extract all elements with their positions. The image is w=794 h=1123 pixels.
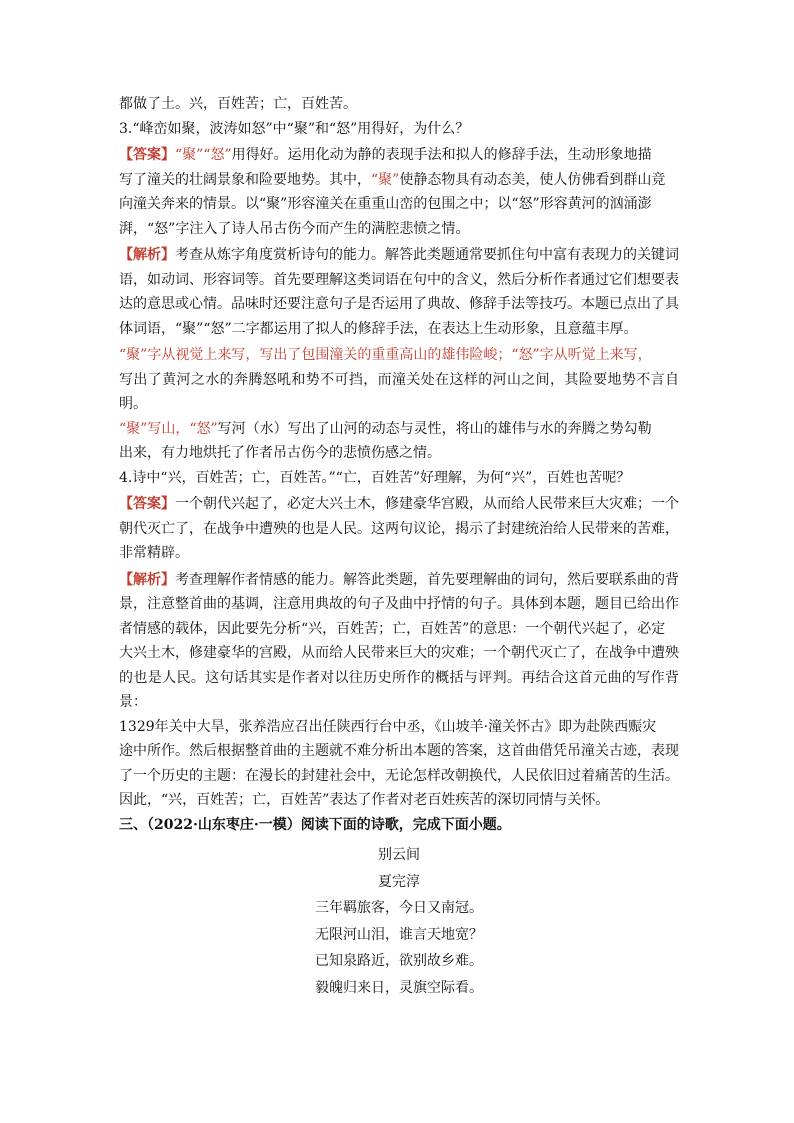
poem-line: 毅魄归来日，灵旗空际看。 bbox=[315, 979, 483, 996]
answer-text: 非常精辟。 bbox=[119, 545, 189, 561]
poem-author: 夏完淳 bbox=[378, 873, 420, 890]
document-body bbox=[119, 92, 679, 1001]
answer-text: 向潼关奔来的情景。以“聚”形容潼关在重重山峦的包围之中；以“怒”形容黄河的汹涌澎 bbox=[119, 196, 652, 212]
analysis-text: 写出了黄河之水的奔腾怒吼和势不可挡，而潼关处在这样的河山之间，其险要地势不言自明。 bbox=[119, 371, 679, 412]
analysis-text: 达的意思或心情。品味时还要注意句子是否运用了典故、修辞手法等技巧。本题已点出了具 bbox=[119, 296, 679, 312]
analysis-text: 大兴土木，修建豪华的宫殿，从而给人民带来巨大的灾难；一个朝代灭亡了，在战争中遭殃 bbox=[119, 645, 679, 661]
answer-text: 写了潼关的壮阔景象和险要地势。其中， bbox=[119, 171, 371, 188]
poem-line: 已知泉路近，欲别故乡难。 bbox=[315, 953, 483, 969]
poem-title: 别云间 bbox=[378, 847, 420, 863]
answer-highlight: “聚”“怒” bbox=[175, 147, 232, 163]
analysis-text: 因此，“兴，百姓苦；亡，百姓苦”表达了作者对老百姓疾苦的深切同情与关怀。 bbox=[119, 792, 610, 808]
q4-question: 4.诗中“兴，百姓苦；亡，百姓苦。”“亡，百姓苦”好理解，为何“兴”，百姓也苦呢？ bbox=[119, 469, 631, 486]
poem-line: 三年羁旅客，今日又南冠。 bbox=[315, 900, 483, 916]
analysis-text: 途中所作。然后根据整首曲的主题就不难分析出本题的答案，这首曲借凭吊潼关古迹，表现 bbox=[119, 743, 679, 759]
q4-analysis bbox=[119, 568, 679, 813]
analysis-tag: 【解析】 bbox=[119, 571, 175, 588]
analysis-text: 了一个历史的主题：在漫长的封建社会中，无论怎样改朝换代，人民依旧过着痛苦的生活。 bbox=[119, 767, 679, 784]
analysis-text: 的也是人民。这句话其实是作者对以往历史所作的概括与评判。再结合这首元曲的写作背景： bbox=[119, 669, 679, 710]
answer-tag: 【答案】 bbox=[119, 496, 175, 512]
analysis-highlight: “聚”写山，“怒” bbox=[119, 420, 218, 437]
q3-question: 3.“峰峦如聚，波涛如怒”中“聚”和“怒”用得好，为什么？ bbox=[119, 120, 470, 137]
analysis-text: 景，注意整首曲的基调，注意用典故的句子及曲中抒情的句子。具体到本题，题目已给出作 bbox=[119, 596, 679, 612]
analysis-highlight: “聚”字从视觉上来写，写出了包围潼关的重重高山的雄伟险峻；“怒”字从听觉上来写， bbox=[119, 347, 652, 363]
section-heading: 三、（2022·山东枣庄·一模）阅读下面的诗歌，完成下面小题。 bbox=[119, 816, 511, 833]
q3-analysis bbox=[119, 243, 679, 466]
answer-tag: 【答案】 bbox=[119, 147, 175, 163]
analysis-text: 体词语，“聚”“怒”二字都运用了拟人的修辞手法，在表达上生动形象，且意蕴丰厚。 bbox=[119, 320, 638, 337]
analysis-text: 1329年关中大旱，张养浩应召出任陕西行台中丞，《山坡羊·潼关怀古》即为赴陕西赈灾 bbox=[119, 718, 657, 735]
analysis-text: 出来，有力地烘托了作者吊古伤今的悲愤伤感之情。 bbox=[119, 445, 441, 461]
answer-highlight: “聚” bbox=[371, 171, 400, 188]
poem-line: 无限河山泪，谁言天地宽？ bbox=[315, 926, 483, 943]
analysis-tag: 【解析】 bbox=[119, 247, 175, 263]
analysis-text: 考查从炼字角度赏析诗句的能力。解答此类题通常要抓住句中富有表现力的关键词 bbox=[175, 247, 679, 263]
q3-answer bbox=[119, 143, 679, 241]
q2-answer-tail: 都做了土。兴，百姓苦；亡，百姓苦。 bbox=[119, 96, 357, 112]
analysis-text: 考查理解作者情感的能力。解答此类题，首先要理解曲的词句，然后要联系曲的背 bbox=[175, 571, 679, 588]
analysis-text: 语，如动词、形容词等。首先要理解这类词语在句中的含义，然后分析作者通过它们想要表 bbox=[119, 271, 679, 288]
answer-text: 使静态物具有动态美，使人仿佛看到群山竞 bbox=[399, 171, 666, 188]
analysis-text: 者情感的载体，因此要先分析“兴，百姓苦；亡，百姓苦”的意思：一个朝代兴起了，必定 bbox=[119, 620, 666, 637]
answer-text: 朝代灭亡了，在战争中遭殃的也是人民。这两句议论，揭示了封建统治给人民带来的苦难， bbox=[119, 520, 679, 537]
answer-text: 一个朝代兴起了，必定大兴土木，修建豪华宫殿，从而给人民带来巨大灾难；一个 bbox=[175, 496, 679, 512]
answer-text: 湃，“怒”字注入了诗人吊古伤今而产生的满腔悲愤之情。 bbox=[119, 220, 470, 237]
analysis-text: 写河（水）写出了山河的动态与灵性，将山的雄伟与水的奔腾之势勾勒 bbox=[217, 420, 652, 437]
poem bbox=[119, 842, 679, 1001]
q4-answer bbox=[119, 492, 679, 566]
answer-text: 用得好。运用化动为静的表现手法和拟人的修辞手法，生动形象地描 bbox=[231, 147, 652, 163]
